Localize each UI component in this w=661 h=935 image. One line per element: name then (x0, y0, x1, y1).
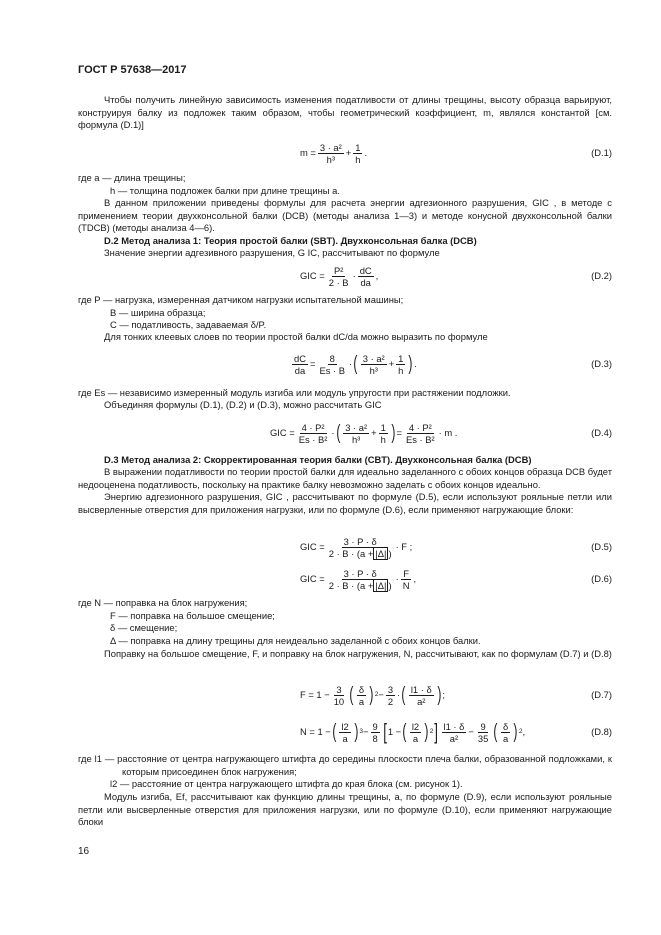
equation-number: (D.8) (591, 725, 612, 737)
fraction-numerator: 1 (398, 352, 404, 364)
formula-text: , (375, 269, 379, 281)
fraction-numerator: 4 · P² (301, 421, 325, 433)
formula-text: · m . (438, 426, 458, 438)
paragraph-d2-intro: Значение энергии адгезивного разрушения, G IC, рассчитывают по формуле (104, 247, 440, 258)
paragraph-d3-intro: Для тонких клеевых слоев по теории простой балки dC/da можно выразить по формуле (104, 331, 488, 342)
formula-text: + (345, 146, 352, 158)
formula-text: · (349, 357, 353, 369)
formula-d3: $\frac{dC}{da}$ = $\frac{8}{Es \cdot B}$ · ( $\frac{\text{3 · a²}}{\text{h³}}$ + $\frac{1}{h}$ ) . (D.3) (294, 352, 612, 376)
paragraph-es: где Es — независимо измеренный модуль изгиба или модуль упругости при растяжении подложки. (78, 387, 511, 398)
fraction-numerator: 3 · P · δ (343, 567, 377, 579)
fraction-numerator: 3 (387, 683, 394, 695)
legend-line: F — поправка на большое смещение; (110, 609, 275, 621)
paragraph-gic: Энергию адгезионного разрушения, GIC , рассчитывают по формуле (D.5), если используют рояльные петли или высверленные отверстия для приложения нагрузки, или по формуле (D.6), если применяют нагружающие блоки: (78, 491, 612, 515)
equation-number: (D.6) (591, 572, 612, 584)
fraction-denominator: a (412, 732, 419, 744)
fraction-numerator: 3 · a² (345, 421, 368, 433)
fraction-denominator: 2 · B · (a + (328, 579, 374, 591)
formula-d8: N = 1 − ( $\frac{l2}{a}$ ) 3 − $\frac{9}{8}$ [ 1 − ( $\frac{l2}{a}$ ) 2 ] $\frac{l1 \cdot \delta}{\text{a²}}$ − $\frac{9}{35}$ ( $\frac{\delta}{a}$ ) 2 , (D.8) (300, 719, 612, 744)
fraction-denominator: da (294, 364, 306, 376)
paragraph-corrections: Поправку на большое смещение, F, и поправку на блок нагружения, N, рассчитывают, как по формулам (D.7) и (D.8) (104, 648, 612, 659)
formula-text: − (363, 725, 369, 737)
formula-d4: GIC = $\frac{\text{4 · P²}}{\text{Es · B²}}$ · ( $\frac{\text{3 · a²}}{\text{h³}}$ + $\frac{1}{h}$ ) = $\frac{\text{4 · P²}}{\text{Es · B²}}$ · m . (D.4) (270, 421, 612, 445)
legend-line: δ — смещение; (110, 622, 178, 633)
abs-delta: |Δ| (375, 579, 387, 591)
formula-text: GIC = (300, 269, 325, 281)
legend-line: C — податливость, задаваемая δ/P. (110, 319, 267, 330)
fraction-denominator: h (380, 433, 386, 445)
legend-line: где N — поправка на блок нагружения; (78, 597, 248, 608)
fraction-denominator: ) (388, 579, 392, 591)
formula-text: m = (300, 146, 316, 158)
equation-number: (D.3) (591, 357, 612, 369)
page-number: 16 (78, 846, 90, 857)
abs-delta: |Δ| (375, 547, 387, 559)
fraction-numerator: l1 · δ (410, 683, 432, 695)
formula-d5 (78, 530, 612, 564)
formula-text: · (352, 269, 356, 281)
section-heading-d3: D.3 Метод анализа 2: Скорректированная теория балки (CBT). Двухконсольная балка (DCB) (104, 454, 532, 465)
legend-line: где P — нагрузка, измеренная датчиком нагрузки испытательной машины; (78, 294, 404, 305)
formula-text: N = 1 − (300, 725, 331, 737)
fraction-denominator: h³ (351, 433, 361, 445)
fraction-denominator: h³ (369, 364, 378, 376)
equation-number: (D.1) (591, 146, 612, 158)
legend-d6 (78, 597, 612, 647)
fraction-numerator: P² (333, 264, 344, 276)
formula-text: · (331, 426, 335, 438)
fraction-denominator: a (358, 695, 365, 707)
formula-text: , (413, 572, 417, 584)
fraction-numerator: l2 (411, 720, 420, 732)
fraction-denominator: N (402, 579, 410, 591)
paragraph-intro: Чтобы получить линейную зависимость изменения податливости от длины трещины, высоту образца варьируют, конструируя балку из подложек таким образом, чтобы геометрический коэффициент, m, являлся константой [см. формула (D.1)] (78, 94, 612, 130)
formula-d2 (78, 259, 612, 293)
legend-line: где l1 — расстояние от центра нагружающего штифта до середины плоскости плеча балки, образованной подложками, к которым присоединен блок нагружения; (78, 753, 612, 777)
formula-text: ; (442, 688, 445, 700)
fraction-denominator: 8 (372, 732, 378, 744)
formula-d6 (78, 562, 612, 596)
fraction-numerator: 3 · a² (362, 352, 385, 364)
fraction-numerator: 4 · P² (408, 421, 432, 433)
fraction-denominator: h³ (326, 153, 335, 165)
fraction-numerator: δ (358, 683, 365, 695)
legend-d2 (78, 294, 612, 332)
formula-text: , (522, 725, 526, 737)
formula-text: · (395, 572, 399, 584)
legend-line: h — толщина подложек балки при длине трещины a. (110, 184, 340, 196)
formula-text: + (371, 426, 377, 438)
fraction-numerator: 9 (480, 720, 486, 732)
equation-number: (D.7) (591, 688, 612, 700)
paragraph-scope: В данном приложении приведены формулы для расчета энергии адгезионного разрушения, GIC , в методе с применением теории двухконсольной балки (DCB) (методы анализа 1—3) и методе конусной двухконсольной балки (TDCB) (методы анализа 4—6). (78, 197, 612, 233)
formula-text: · (397, 688, 401, 700)
formula-text: . (364, 146, 368, 158)
fraction-denominator: ) (388, 547, 392, 559)
fraction-numerator: 1 (380, 421, 386, 433)
fraction-denominator: 2 · B · (a + (328, 547, 374, 559)
formula-text: − (378, 688, 384, 700)
formula-d1 (78, 136, 612, 170)
fraction-numerator: δ (502, 720, 509, 732)
fraction-numerator: dC (359, 264, 372, 276)
fraction-denominator: 2 · B (328, 276, 349, 288)
legend-d1 (78, 172, 612, 197)
formula-text: · F ; (395, 540, 413, 552)
section-heading-d2: D.2 Метод анализа 1: Теория простой балки (SBT). Двухконсольная балка (DCB) (104, 235, 477, 246)
fraction-denominator: a² (449, 732, 459, 744)
fraction-denominator: h (355, 153, 361, 165)
fraction-numerator: 3 (336, 683, 342, 695)
fraction-denominator: Es · B² (298, 433, 328, 445)
formula-text: = (396, 426, 402, 438)
paragraph-cbt: В выражении податливости по теории простой балки для идеально заделанного с обоих концов образца DCB будет недооценена податливость, поскольку на практике балку невозможно заделать с обоих концов идеально. (78, 466, 612, 490)
fraction-denominator: 35 (477, 732, 489, 744)
formula-text: GIC = (300, 572, 325, 584)
fraction-denominator: a (502, 732, 509, 744)
paragraph-modulus: Модуль изгиба, Ef, рассчитывают как функцию длины трещины, a, по формуле (D.9), если используют рояльные петли или высверленные отверстия для приложения нагрузки, или по формуле (D.10), если применяют нагружающие блоки (78, 791, 612, 827)
formula-d7: F = 1 − $\frac{3}{10}$ ( $\frac{\delta}{a}$ ) 2 − $\frac{3}{2}$ · ( $\frac{l1 \cdot \delta}{\text{a²}}$ ) ; (D.7) (300, 683, 612, 707)
fraction-denominator: 2 (387, 695, 394, 707)
paragraph-combine: Объединяя формулы (D.1), (D.2) и (D.3), можно рассчитать GIC (104, 399, 382, 410)
formula-text: + (388, 357, 395, 369)
fraction-numerator: 9 (372, 720, 378, 732)
fraction-numerator: dC (294, 352, 306, 364)
legend-d8 (78, 753, 612, 791)
legend-line: Δ — поправка на длину трещины для неидеально заделанной с обоих концов балки. (110, 634, 481, 646)
fraction-numerator: l2 (341, 720, 349, 732)
fraction-denominator: a (342, 732, 348, 744)
legend-line: l2 — расстояние от центра нагружающего штифта до края блока (см. рисунок 1). (110, 778, 463, 789)
formula-text: 1 − (387, 725, 402, 737)
fraction-numerator: l1 · δ (443, 720, 465, 732)
equation-number: (D.2) (591, 269, 612, 281)
formula-text: = (309, 357, 316, 369)
fraction-denominator: 10 (333, 695, 345, 707)
formula-text: GIC = (270, 426, 295, 438)
formula-text: GIC = (300, 540, 325, 552)
equation-number: (D.5) (591, 540, 612, 552)
fraction-numerator: 3 · P · δ (343, 535, 377, 547)
fraction-denominator: h (398, 364, 404, 376)
legend-line: где a — длина трещины; (78, 172, 186, 183)
standard-header: ГОСТ Р 57638—2017 (78, 64, 187, 76)
fraction-denominator: Es · B² (405, 433, 435, 445)
equation-number: (D.4) (591, 426, 612, 438)
fraction-denominator: Es · B (319, 364, 345, 376)
fraction-denominator: a² (417, 695, 426, 707)
fraction-numerator: 1 (355, 141, 361, 153)
formula-text: . (414, 357, 417, 369)
fraction-numerator: F (403, 567, 409, 579)
legend-line: B — ширина образца; (110, 306, 206, 318)
fraction-denominator: da (360, 276, 371, 288)
formula-text: F = 1 − (300, 688, 330, 700)
formula-text: − (468, 725, 474, 737)
fraction-numerator: 3 · a² (319, 141, 342, 153)
fraction-numerator: 8 (329, 352, 335, 364)
